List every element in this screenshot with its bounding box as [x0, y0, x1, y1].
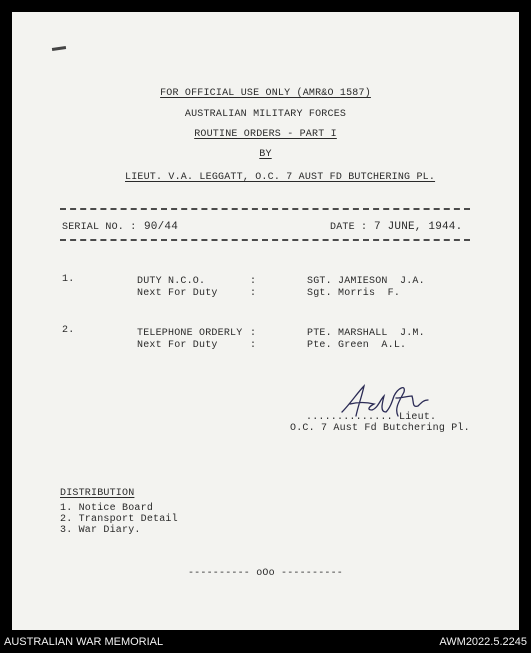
order-next-name: Pte. Green A.L. [307, 340, 407, 351]
order-next-label: Next For Duty [137, 340, 218, 351]
order-separator: : [250, 328, 257, 339]
serial-label: SERIAL NO. : [62, 222, 137, 233]
distribution-item: 1. Notice Board [60, 503, 154, 514]
end-mark: ---------- oOo ---------- [187, 568, 344, 579]
order-number: 2. [62, 325, 75, 336]
order-separator: : [250, 276, 257, 287]
serial-value: 90/44 [144, 221, 179, 233]
by-heading: BY [259, 149, 272, 160]
order-separator: : [250, 340, 257, 351]
divider-top [60, 208, 470, 210]
order-duty-name: SGT. JAMIESON J.A. [307, 276, 425, 287]
footer-accession-number: AWM2022.5.2245 [439, 636, 527, 648]
officer-heading: LIEUT. V.A. LEGGATT, O.C. 7 AUST FD BUTCHERING PL. [125, 172, 436, 183]
order-separator: : [250, 288, 257, 299]
classification-heading: FOR OFFICIAL USE ONLY (AMR&O 1587) [160, 88, 371, 99]
distribution-item: 2. Transport Detail [60, 514, 178, 525]
distribution-item: 3. War Diary. [60, 525, 141, 536]
orders-title: ROUTINE ORDERS - PART I [194, 129, 337, 140]
signature-unit: O.C. 7 Aust Fd Butchering Pl. [290, 423, 470, 434]
order-duty-name: PTE. MARSHALL J.M. [307, 328, 425, 339]
order-duty-label: DUTY N.C.O. [137, 276, 206, 287]
order-next-name: Sgt. Morris F. [307, 288, 401, 299]
date-label: DATE : [330, 222, 368, 233]
order-next-label: Next For Duty [137, 288, 218, 299]
divider-bottom [60, 239, 470, 241]
signature-line: .............. Lieut. [306, 412, 437, 423]
date-value: 7 JUNE, 1944. [374, 221, 463, 233]
force-heading: AUSTRALIAN MILITARY FORCES [184, 109, 347, 120]
footer-credit: AUSTRALIAN WAR MEMORIAL [4, 636, 164, 648]
distribution-heading: DISTRIBUTION [60, 488, 135, 499]
order-number: 1. [62, 274, 75, 285]
punch-mark [52, 46, 66, 51]
document-page [12, 12, 519, 630]
order-duty-label: TELEPHONE ORDERLY [137, 328, 243, 339]
